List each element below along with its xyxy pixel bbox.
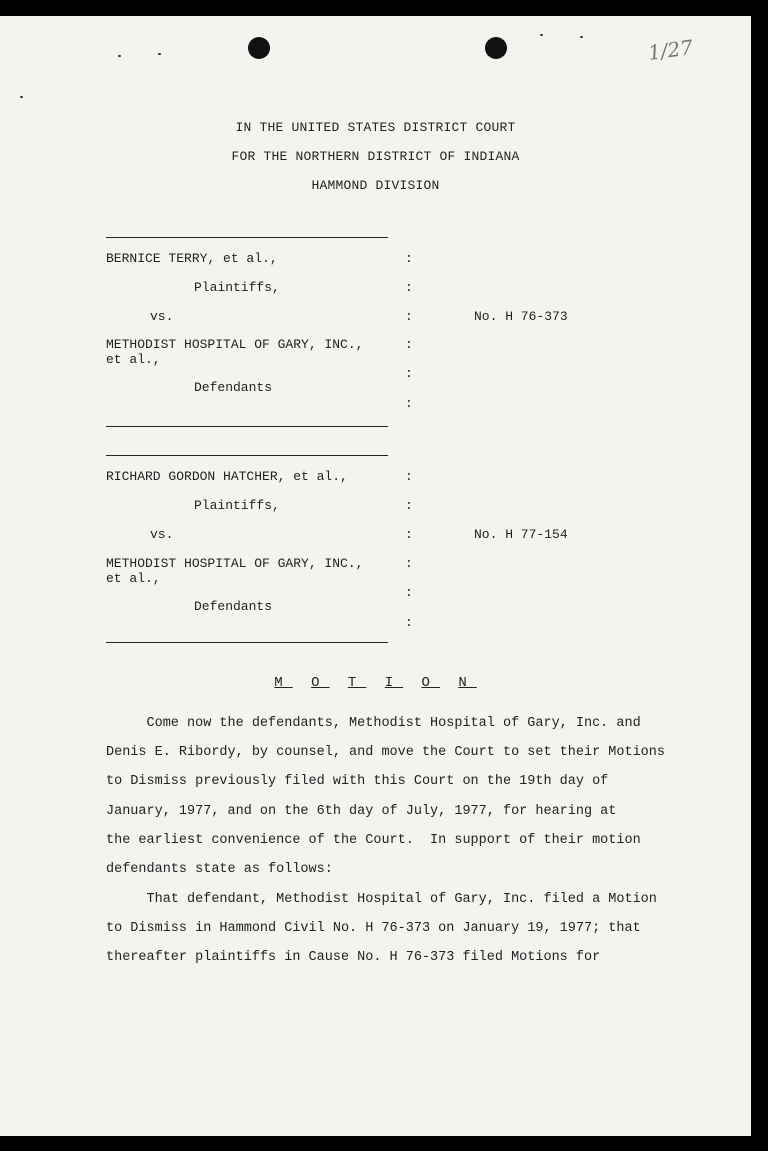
caption-colon: : (405, 251, 413, 266)
caption-colon: : (405, 309, 413, 324)
case2-defendants-label: Defendants (194, 599, 273, 614)
body-line: Come now the defendants, Methodist Hospital of Gary, Inc. and (106, 716, 641, 731)
speck (20, 96, 23, 98)
body-line: Denis E. Ribordy, by counsel, and move the Court to set their Motions (106, 745, 665, 760)
caption-rule (106, 642, 388, 643)
case2-plaintiff: RICHARD GORDON HATCHER, et al., (106, 469, 348, 484)
punch-hole-right (485, 37, 507, 59)
document-page (0, 16, 751, 1136)
body-line: defendants state as follows: (106, 862, 333, 877)
speck (540, 34, 543, 36)
caption-colon: : (405, 527, 413, 542)
body-line: to Dismiss previously filed with this Court on the 19th day of (106, 774, 609, 789)
caption-colon: : (405, 615, 413, 630)
case1-plaintiff: BERNICE TERRY, et al., (106, 251, 278, 266)
caption-colon: : (405, 396, 413, 411)
case2-plaintiffs-label: Plaintiffs, (194, 498, 280, 513)
caption-colon: : (405, 585, 413, 600)
body-line: the earliest convenience of the Court. In support of their motion (106, 833, 641, 848)
caption-colon: : (405, 498, 413, 513)
caption-colon: : (405, 366, 413, 381)
caption-colon: : (405, 469, 413, 484)
case1-defendant-etal: et al., (106, 352, 161, 367)
caption-rule (106, 237, 388, 238)
motion-letter: O (311, 675, 330, 691)
case1-number: No. H 76-373 (474, 309, 568, 324)
speck (118, 55, 121, 57)
motion-title (0, 675, 751, 691)
motion-letter: N (458, 675, 477, 691)
case1-vs: vs. (150, 309, 174, 324)
district-name: FOR THE NORTHERN DISTRICT OF INDIANA (231, 149, 520, 164)
motion-letter: M (274, 675, 293, 691)
caption-rule (106, 455, 388, 456)
case2-vs: vs. (150, 527, 174, 542)
motion-letter: O (421, 675, 440, 691)
case1-defendants-label: Defendants (194, 380, 273, 395)
caption-rule (106, 426, 388, 427)
case2-number: No. H 77-154 (474, 527, 568, 542)
motion-letter: T (347, 675, 367, 691)
caption-colon: : (405, 556, 413, 571)
motion-letter: I (384, 675, 404, 691)
division-name: HAMMOND DIVISION (311, 178, 440, 193)
speck (158, 53, 161, 55)
body-line: thereafter plaintiffs in Cause No. H 76-373 filed Motions for (106, 950, 601, 965)
speck (580, 36, 583, 38)
case1-plaintiffs-label: Plaintiffs, (194, 280, 280, 295)
body-line: That defendant, Methodist Hospital of Gary, Inc. filed a Motion (106, 892, 657, 907)
body-line: to Dismiss in Hammond Civil No. H 76-373 on January 19, 1977; that (106, 921, 641, 936)
handwritten-note: 1/27 (646, 34, 695, 66)
caption-colon: : (405, 280, 413, 295)
case2-defendant: METHODIST HOSPITAL OF GARY, INC., (106, 556, 364, 571)
case2-defendant-etal: et al., (106, 571, 161, 586)
punch-hole-left (248, 37, 270, 59)
case1-defendant: METHODIST HOSPITAL OF GARY, INC., (106, 337, 364, 352)
caption-colon: : (405, 337, 413, 352)
court-name: IN THE UNITED STATES DISTRICT COURT (235, 120, 516, 135)
body-line: January, 1977, and on the 6th day of July, 1977, for hearing at (106, 804, 617, 819)
